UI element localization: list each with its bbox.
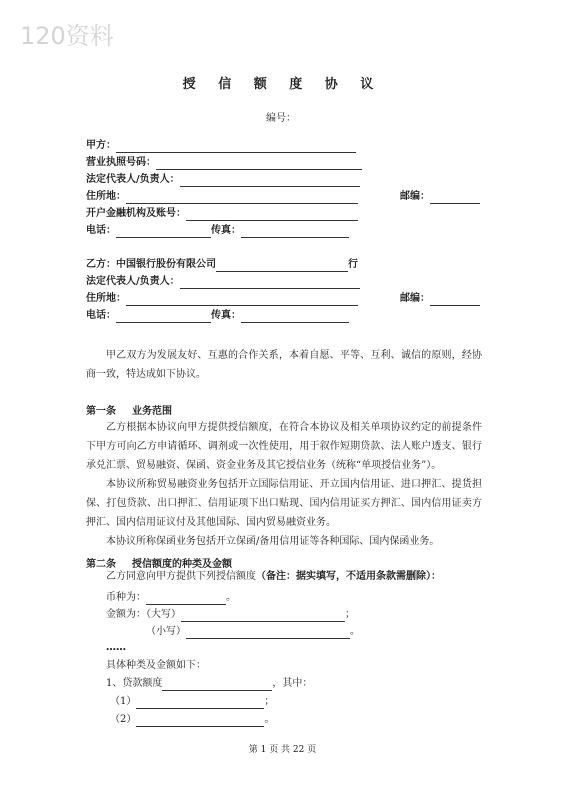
party-b-label: 乙方：中国银行股份有限公司 <box>86 259 216 270</box>
party-a-phone-field[interactable] <box>116 226 211 238</box>
bank-row <box>86 207 358 221</box>
bank-field[interactable] <box>186 209 358 221</box>
party-b-address-row <box>86 292 358 306</box>
article-2-intro: 乙方同意向甲方提供下列授信额度 <box>106 571 256 582</box>
article-1-number: 第一条 <box>86 406 116 417</box>
license-row <box>86 156 362 170</box>
article-1-title <box>86 402 172 417</box>
article-2-number: 第二条 <box>86 559 116 570</box>
party-a-rep-row <box>86 173 360 187</box>
party-a-postcode-row <box>400 190 480 204</box>
party-b-row <box>86 258 358 272</box>
party-b-branch-field[interactable] <box>216 260 348 272</box>
loan-item-label: 1、贷款额度 <box>106 678 163 689</box>
sub-item-2-row: （2） 。 <box>110 714 275 725</box>
party-a-name-field[interactable] <box>116 141 356 153</box>
article-1-paragraph: 本协议所称贸易融资业务包括开立国际信用证、开立国内信用证、进口押汇、提货担保、打包贷款、出口押汇、信用证项下出口贴现、国内信用证买方押汇、国内信用证卖方押汇、国内信用证议付及其他国际、国内贸易融资业务。 <box>86 479 482 528</box>
currency-field[interactable] <box>146 593 226 605</box>
party-a-row <box>86 139 356 153</box>
article-2-intro-row <box>106 570 441 584</box>
party-b-postcode-field[interactable] <box>430 294 480 306</box>
party-a-fax-field[interactable] <box>241 226 349 238</box>
sub-item-1-row: （1） ； <box>110 696 275 707</box>
page-title: 授 信 额 度 协 议 <box>182 77 383 92</box>
party-b-rep-row <box>86 275 360 289</box>
sub-item-2-field[interactable] <box>136 715 264 727</box>
loan-amount-field[interactable] <box>162 679 272 691</box>
ellipsis: …… <box>106 642 126 653</box>
license-label: 营业执照号码： <box>86 157 156 168</box>
party-a-postcode-label: 邮编： <box>400 191 430 202</box>
party-b-address-field[interactable] <box>126 294 358 306</box>
party-b-fax-field[interactable] <box>241 311 349 323</box>
party-a-address-label: 住所地： <box>86 191 126 202</box>
article-2-heading: 授信额度的种类及金额 <box>132 559 232 570</box>
party-b-suffix: 行 <box>348 259 358 270</box>
sub-item-1-label: （1） <box>110 696 137 707</box>
party-b-phone-label: 电话： <box>86 310 116 321</box>
article-1-paragraph: 乙方根据本协议向甲方提供授信额度，在符合本协议及相关单项协议约定的前提条件下甲方可向乙方申请循环、调剂或一次性使用，用于叙作短期贷款、法人账户透支、银行承兑汇票、贸易融资、保函、资金业务及其它授信业务（统称“单项授信业务”）。 <box>86 422 482 471</box>
party-b-contact-row <box>86 309 349 323</box>
detail-label: 具体种类及金额如下： <box>106 660 206 671</box>
article-1-body <box>86 418 482 551</box>
party-a-postcode-field[interactable] <box>430 192 480 204</box>
party-b-rep-label: 法定代表人/负责人： <box>86 276 180 287</box>
preamble <box>86 346 482 384</box>
party-a-address-row <box>86 190 358 204</box>
party-a-rep-field[interactable] <box>180 175 360 187</box>
preamble-text: 甲乙双方为发展友好、互惠的合作关系，本着自愿、平等、互利、诚信的原则，经协商一致，特达成如下协议。 <box>86 350 482 380</box>
party-a-rep-label: 法定代表人/负责人： <box>86 174 180 185</box>
party-b-postcode-label: 邮编： <box>400 293 430 304</box>
party-a-label: 甲方： <box>86 140 116 151</box>
bank-label: 开户金融机构及账号： <box>86 208 186 219</box>
amount-upper-label: （大写） <box>146 609 181 620</box>
amount-lower-row: （小写） 。 <box>146 626 360 637</box>
page-footer: 第 1 页 共 22 页 <box>248 745 317 755</box>
article-1-paragraph: 本协议所称保函业务包括开立保函/备用信用证等各种国际、国内保函业务。 <box>106 536 440 547</box>
party-a-contact-row <box>86 224 349 238</box>
sub-item-1-field[interactable] <box>136 697 264 709</box>
party-b-phone-field[interactable] <box>116 311 211 323</box>
loan-item-row <box>106 677 312 691</box>
party-b-rep-field[interactable] <box>180 277 360 289</box>
article-2-title <box>86 555 232 570</box>
watermark: 120资料 <box>20 22 114 50</box>
article-1-heading: 业务范围 <box>132 406 172 417</box>
amount-upper-row: 金额为：（大写） ； <box>106 609 355 620</box>
doc-number-label: 编号： <box>266 113 296 124</box>
amount-upper-field[interactable] <box>181 610 345 622</box>
currency-label: 币种为： <box>106 592 146 603</box>
amount-lower-label: （小写） <box>146 626 186 637</box>
amount-label: 金额为： <box>106 609 146 620</box>
sub-item-2-label: （2） <box>110 714 137 725</box>
license-field[interactable] <box>156 158 362 170</box>
party-b-fax-label: 传真： <box>211 310 241 321</box>
loan-item-suffix: ，其中： <box>272 678 313 689</box>
party-b-postcode-row <box>400 292 480 306</box>
article-2-note: （备注：据实填写，不适用条款需删除）： <box>256 571 441 582</box>
amount-lower-field[interactable] <box>186 627 350 639</box>
party-a-address-field[interactable] <box>126 192 358 204</box>
currency-row: 币种为： 。 <box>106 592 236 603</box>
party-b-address-label: 住所地： <box>86 293 126 304</box>
party-a-phone-label: 电话： <box>86 225 116 236</box>
party-a-fax-label: 传真： <box>211 225 241 236</box>
